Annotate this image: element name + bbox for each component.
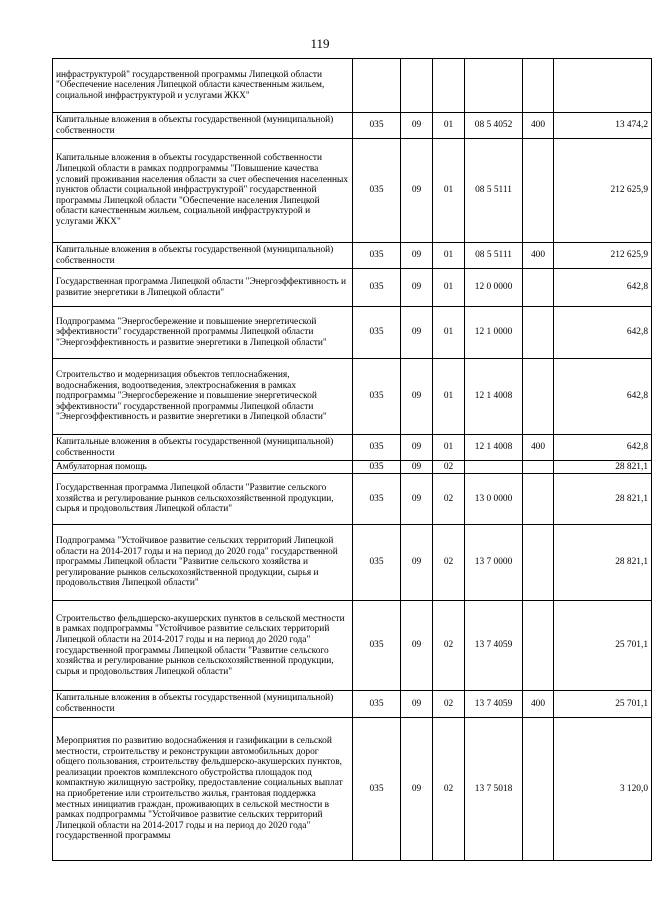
expense-type bbox=[523, 461, 554, 474]
subsection-code: 01 bbox=[433, 435, 465, 461]
section-code: 09 bbox=[401, 691, 433, 718]
ministry-code: 035 bbox=[353, 435, 401, 461]
section-code: 09 bbox=[401, 474, 433, 525]
section-code: 09 bbox=[401, 139, 433, 243]
ministry-code: 035 bbox=[353, 269, 401, 307]
expense-type: 400 bbox=[523, 243, 554, 269]
target-article: 13 7 4059 bbox=[465, 691, 523, 718]
amount: 642,8 bbox=[554, 359, 652, 435]
row-name: Строительство и модернизация объектов теплоснабжения, водоснабжения, водоотведения, электроснабжения в рамках подпрограммы "Энергосбережение и повышение энергетической эффективности" государственной программы Липецкой области "Энергоэффективность и развитие энергетики в Липецкой области" bbox=[53, 359, 353, 435]
ministry-code: 035 bbox=[353, 718, 401, 861]
subsection-code: 01 bbox=[433, 113, 465, 139]
table-row bbox=[53, 718, 652, 861]
ministry-code bbox=[353, 59, 401, 113]
row-name: Государственная программа Липецкой области "Энергоэффективность и развитие энергетики в Липецкой области" bbox=[53, 269, 353, 307]
page-number: 119 bbox=[310, 36, 330, 51]
budget-table bbox=[52, 58, 652, 861]
section-code: 09 bbox=[401, 113, 433, 139]
subsection-code: 01 bbox=[433, 139, 465, 243]
target-article: 08 5 5111 bbox=[465, 139, 523, 243]
row-name: Подпрограмма "Устойчивое развитие сельских территорий Липецкой области на 2014-2017 годы и на период до 2020 года" государственной программы Липецкой области "Развитие сельского хозяйства и регулирование рынков сельскохозяйственной продукции, сырья и продовольствия Липецкой области" bbox=[53, 525, 353, 601]
section-code: 09 bbox=[401, 435, 433, 461]
target-article: 13 7 0000 bbox=[465, 525, 523, 601]
target-article: 12 1 4008 bbox=[465, 435, 523, 461]
row-name: Мероприятия по развитию водоснабжения и газификации в сельской местности, строительству и реконструкции автомобильных дорог общего пользования, строительству фельдшерско-акушерских пунктов, реализации проектов комплексного обустройства площадок под компактную жилищную застройку, предоставление социальных выплат на приобретение или строительство жилья, грантовая поддержка местных инициатив граждан, проживающих в сельской местности в рамках подпрограммы "Устойчивое развитие сельских территорий Липецкой области на 2014-2017 годы и на период до 2020 года" государственной программы bbox=[53, 718, 353, 861]
section-code: 09 bbox=[401, 601, 433, 691]
table-row bbox=[53, 525, 652, 601]
target-article: 12 1 0000 bbox=[465, 307, 523, 359]
table-row bbox=[53, 691, 652, 718]
expense-type bbox=[523, 601, 554, 691]
amount: 13 474,2 bbox=[554, 113, 652, 139]
table-row bbox=[53, 113, 652, 139]
target-article: 13 0 0000 bbox=[465, 474, 523, 525]
target-article bbox=[465, 59, 523, 113]
target-article: 08 5 4052 bbox=[465, 113, 523, 139]
section-code: 09 bbox=[401, 359, 433, 435]
subsection-code: 02 bbox=[433, 691, 465, 718]
amount bbox=[554, 59, 652, 113]
row-name: Капитальные вложения в объекты государственной собственности Липецкой области в рамках подпрограммы "Повышение качества условий проживания населения области за счет обеспечения населенных пунктов области социальной инфраструктурой" государственной программы Липецкой области "Обеспечение населения Липецкой области качественным жильем, социальной инфраструктурой и услугами ЖКХ" bbox=[53, 139, 353, 243]
table-row bbox=[53, 601, 652, 691]
section-code: 09 bbox=[401, 461, 433, 474]
subsection-code: 02 bbox=[433, 525, 465, 601]
table-row bbox=[53, 269, 652, 307]
row-name: Капитальные вложения в объекты государственной (муниципальной) собственности bbox=[53, 243, 353, 269]
expense-type: 400 bbox=[523, 435, 554, 461]
amount: 28 821,1 bbox=[554, 525, 652, 601]
ministry-code: 035 bbox=[353, 359, 401, 435]
ministry-code: 035 bbox=[353, 525, 401, 601]
target-article: 13 7 4059 bbox=[465, 601, 523, 691]
section-code: 09 bbox=[401, 718, 433, 861]
ministry-code: 035 bbox=[353, 691, 401, 718]
subsection-code: 02 bbox=[433, 601, 465, 691]
expense-type bbox=[523, 139, 554, 243]
ministry-code: 035 bbox=[353, 601, 401, 691]
section-code: 09 bbox=[401, 525, 433, 601]
subsection-code: 01 bbox=[433, 269, 465, 307]
section-code bbox=[401, 59, 433, 113]
subsection-code: 02 bbox=[433, 474, 465, 525]
ministry-code: 035 bbox=[353, 139, 401, 243]
expense-type bbox=[523, 359, 554, 435]
row-name: Капитальные вложения в объекты государственной (муниципальной) собственности bbox=[53, 435, 353, 461]
table-row bbox=[53, 139, 652, 243]
subsection-code: 01 bbox=[433, 307, 465, 359]
row-name: Амбулаторная помощь bbox=[53, 461, 353, 474]
ministry-code: 035 bbox=[353, 243, 401, 269]
amount: 25 701,1 bbox=[554, 601, 652, 691]
target-article bbox=[465, 461, 523, 474]
subsection-code: 02 bbox=[433, 718, 465, 861]
ministry-code: 035 bbox=[353, 474, 401, 525]
table-row bbox=[53, 461, 652, 474]
section-code: 09 bbox=[401, 269, 433, 307]
target-article: 12 1 4008 bbox=[465, 359, 523, 435]
ministry-code: 035 bbox=[353, 461, 401, 474]
subsection-code: 01 bbox=[433, 359, 465, 435]
table-row bbox=[53, 359, 652, 435]
row-name: инфраструктурой" государственной программы Липецкой области "Обеспечение населения Липецкой области качественным жильем, социальной инфраструктурой и услугами ЖКХ" bbox=[53, 59, 353, 113]
subsection-code: 01 bbox=[433, 243, 465, 269]
row-name: Капитальные вложения в объекты государственной (муниципальной) собственности bbox=[53, 691, 353, 718]
table-row bbox=[53, 435, 652, 461]
amount: 642,8 bbox=[554, 269, 652, 307]
ministry-code: 035 bbox=[353, 113, 401, 139]
row-name: Капитальные вложения в объекты государственной (муниципальной) собственности bbox=[53, 113, 353, 139]
target-article: 12 0 0000 bbox=[465, 269, 523, 307]
table-row bbox=[53, 59, 652, 113]
table-row bbox=[53, 243, 652, 269]
table-row bbox=[53, 307, 652, 359]
amount: 642,8 bbox=[554, 307, 652, 359]
expense-type bbox=[523, 474, 554, 525]
expense-type bbox=[523, 718, 554, 861]
amount: 212 625,9 bbox=[554, 139, 652, 243]
expense-type bbox=[523, 59, 554, 113]
expense-type: 400 bbox=[523, 113, 554, 139]
section-code: 09 bbox=[401, 307, 433, 359]
row-name: Подпрограмма "Энергосбережение и повышение энергетической эффективности" государственной программы Липецкой области "Энергоэффективность и развитие энергетики в Липецкой области" bbox=[53, 307, 353, 359]
amount: 28 821,1 bbox=[554, 461, 652, 474]
subsection-code bbox=[433, 59, 465, 113]
amount: 28 821,1 bbox=[554, 474, 652, 525]
amount: 25 701,1 bbox=[554, 691, 652, 718]
amount: 3 120,0 bbox=[554, 718, 652, 861]
subsection-code: 02 bbox=[433, 461, 465, 474]
target-article: 13 7 5018 bbox=[465, 718, 523, 861]
amount: 212 625,9 bbox=[554, 243, 652, 269]
row-name: Государственная программа Липецкой области "Развитие сельского хозяйства и регулирование рынков сельскохозяйственной продукции, сырья и продовольствия Липецкой области" bbox=[53, 474, 353, 525]
expense-type bbox=[523, 525, 554, 601]
target-article: 08 5 5111 bbox=[465, 243, 523, 269]
expense-type: 400 bbox=[523, 691, 554, 718]
section-code: 09 bbox=[401, 243, 433, 269]
ministry-code: 035 bbox=[353, 307, 401, 359]
row-name: Строительство фельдшерско-акушерских пунктов в сельской местности в рамках подпрограммы "Устойчивое развитие сельских территорий Липецкой области на 2014-2017 годы и на период до 2020 года" государственной программы Липецкой области "Развитие сельского хозяйства и регулирование рынков сельскохозяйственной продукции, сырья и продовольствия Липецкой области" bbox=[53, 601, 353, 691]
amount: 642,8 bbox=[554, 435, 652, 461]
table-row bbox=[53, 474, 652, 525]
expense-type bbox=[523, 269, 554, 307]
expense-type bbox=[523, 307, 554, 359]
